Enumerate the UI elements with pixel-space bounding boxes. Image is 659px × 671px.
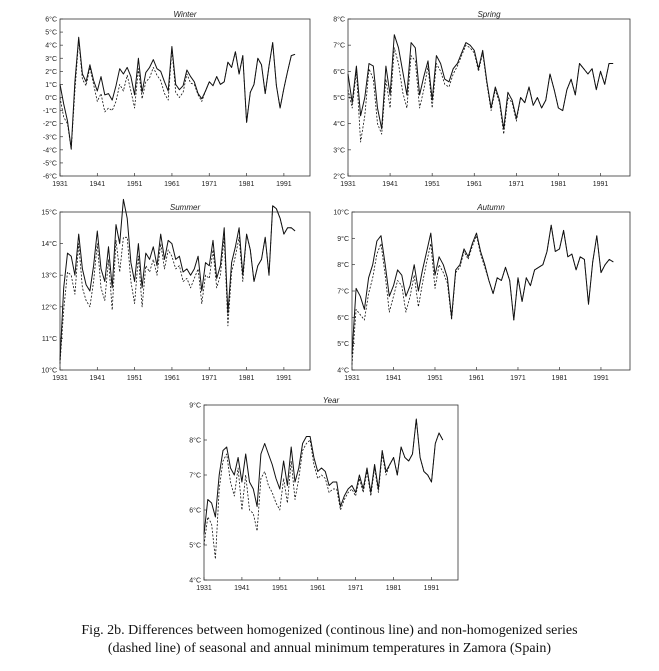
spring-chart <box>333 10 630 188</box>
spring-ytick-label: 3°C <box>333 147 345 155</box>
winter-xtick-label: 1961 <box>164 181 180 188</box>
autumn-ytick-label: 7°C <box>337 288 349 296</box>
winter-title: Winter <box>173 10 197 19</box>
autumn-xtick-label: 1951 <box>427 375 443 382</box>
spring-xtick-label: 1991 <box>592 181 609 188</box>
autumn-title: Autumn <box>477 203 505 212</box>
autumn-ytick-label: 9°C <box>337 235 349 243</box>
winter-ytick-label: -5°C <box>42 160 57 168</box>
autumn-series-homogenized <box>352 225 613 354</box>
spring-title: Spring <box>477 10 501 19</box>
summer-xtick-label: 1941 <box>89 375 106 382</box>
caption-line-1: Fig. 2b. Differences between homogenized (continous line) and non-homogenized series <box>81 623 578 638</box>
autumn-chart <box>333 203 630 382</box>
spring-xtick-label: 1971 <box>508 181 525 188</box>
caption-line-2: (dashed line) of seasonal and annual minimum temperatures in Zamora (Spain) <box>107 641 552 656</box>
summer-series-homogenized <box>60 199 295 360</box>
autumn-ytick-label: 5°C <box>337 341 349 349</box>
winter-xtick-label: 1981 <box>238 181 255 188</box>
spring-ytick-label: 5°C <box>333 95 345 102</box>
summer-ytick-label: 11°C <box>41 335 57 343</box>
figure-caption <box>20 622 639 658</box>
year-ytick-label: 9°C <box>189 402 201 410</box>
spring-ytick-label: 2°C <box>333 173 345 181</box>
year-series-non-homogenized <box>204 419 443 559</box>
autumn-xtick-label: 1981 <box>551 375 568 382</box>
spring-ytick-label: 7°C <box>333 42 345 50</box>
year-xtick-label: 1941 <box>234 585 250 592</box>
summer-ytick-label: 10°C <box>41 367 57 375</box>
summer-xtick-label: 1981 <box>238 375 255 382</box>
spring-xtick-label: 1981 <box>550 181 567 188</box>
year-xtick-label: 1981 <box>385 585 402 592</box>
winter-chart <box>43 10 310 188</box>
year-ytick-label: 7°C <box>189 472 201 480</box>
summer-xtick-label: 1931 <box>52 375 68 382</box>
year-ytick-label: 4°C <box>189 577 201 585</box>
winter-ytick-label: -2°C <box>42 121 57 129</box>
winter-ytick-label: -3°C <box>42 134 57 142</box>
year-xtick-label: 1931 <box>196 585 212 592</box>
autumn-ytick-label: 4°C <box>337 367 349 375</box>
summer-series-non-homogenized <box>60 206 295 364</box>
winter-xtick-label: 1931 <box>52 181 68 188</box>
winter-ytick-label: 4°C <box>45 42 57 50</box>
winter-ytick-label: -6°C <box>42 173 57 181</box>
summer-xtick-label: 1991 <box>276 375 292 382</box>
winter-xtick-label: 1991 <box>276 181 292 188</box>
summer-ytick-label: 14°C <box>41 241 57 249</box>
spring-xtick-label: 1961 <box>466 181 483 188</box>
summer-ytick-label: 12°C <box>41 304 57 312</box>
winter-ytick-label: 2°C <box>45 68 57 76</box>
autumn-xtick-label: 1991 <box>593 375 609 382</box>
winter-xtick-label: 1971 <box>201 181 218 188</box>
spring-xtick-label: 1931 <box>340 181 356 188</box>
spring-ytick-label: 4°C <box>333 121 345 129</box>
winter-ytick-label: 0°C <box>45 95 57 102</box>
winter-ytick-label: 6°C <box>45 16 57 24</box>
summer-xtick-label: 1961 <box>164 375 180 382</box>
autumn-xtick-label: 1971 <box>510 375 526 382</box>
summer-chart <box>41 199 310 382</box>
summer-xtick-label: 1951 <box>126 375 143 382</box>
year-ytick-label: 6°C <box>189 507 201 515</box>
spring-series-homogenized <box>348 35 613 129</box>
winter-ytick-label: 3°C <box>45 55 57 63</box>
spring-xtick-label: 1941 <box>382 181 398 188</box>
year-chart <box>189 396 458 592</box>
spring-ytick-label: 6°C <box>333 68 345 76</box>
winter-series-non-homogenized <box>60 40 295 150</box>
autumn-plot-frame <box>352 212 630 370</box>
summer-title: Summer <box>169 203 201 212</box>
year-ytick-label: 8°C <box>189 437 201 445</box>
winter-xtick-label: 1941 <box>89 181 106 188</box>
autumn-xtick-label: 1931 <box>344 375 360 382</box>
year-plot-frame <box>204 405 458 580</box>
year-xtick-label: 1971 <box>347 585 364 592</box>
autumn-ytick-label: 8°C <box>337 262 349 270</box>
spring-ytick-label: 8°C <box>333 16 345 24</box>
year-series-homogenized <box>204 419 443 535</box>
summer-ytick-label: 15°C <box>41 209 57 217</box>
autumn-xtick-label: 1961 <box>468 375 485 382</box>
year-xtick-label: 1961 <box>309 585 326 592</box>
spring-xtick-label: 1951 <box>424 181 440 188</box>
winter-ytick-label: 1°C <box>45 81 57 89</box>
autumn-xtick-label: 1941 <box>385 375 402 382</box>
autumn-ytick-label: 6°C <box>337 314 349 322</box>
winter-ytick-label: -1°C <box>42 108 57 116</box>
year-title: Year <box>322 396 340 405</box>
year-xtick-label: 1951 <box>272 585 288 592</box>
summer-xtick-label: 1971 <box>201 375 218 382</box>
winter-ytick-label: 5°C <box>45 29 57 37</box>
summer-ytick-label: 13°C <box>41 272 57 280</box>
year-xtick-label: 1991 <box>423 585 440 592</box>
autumn-ytick-label: 10°C <box>333 209 349 217</box>
autumn-series-non-homogenized <box>352 225 613 365</box>
winter-ytick-label: -4°C <box>42 147 57 155</box>
winter-xtick-label: 1951 <box>126 181 143 188</box>
year-ytick-label: 5°C <box>189 542 201 550</box>
